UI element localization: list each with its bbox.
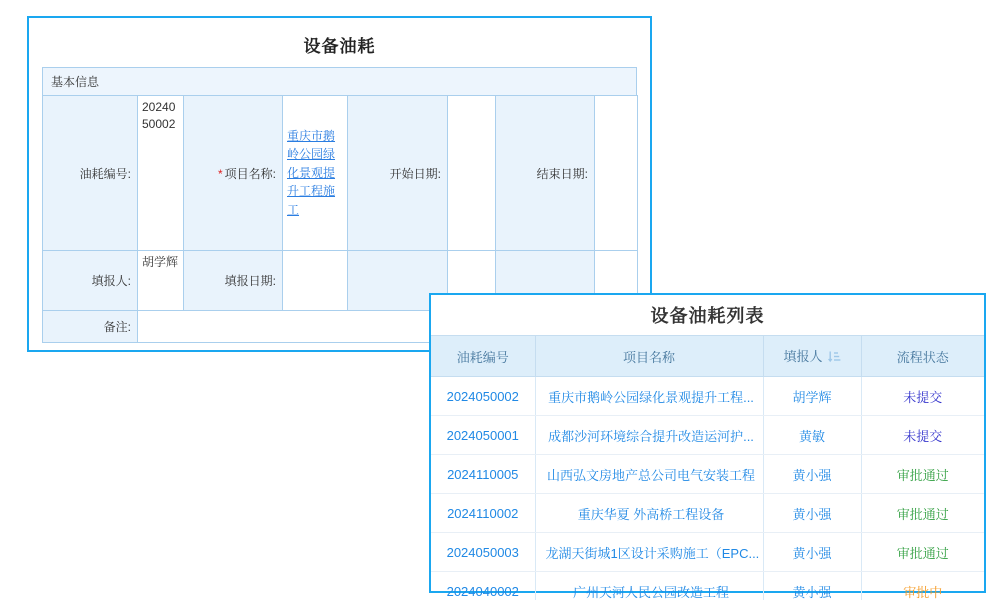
fill-date-label: 填报日期: [184, 251, 283, 311]
row-status: 审批通过 [861, 455, 984, 494]
table-row [431, 455, 984, 494]
fill-date-value [283, 251, 348, 311]
end-date-value [595, 96, 638, 251]
project-name-cell [283, 96, 348, 251]
column-header-project: 项目名称 [535, 336, 763, 377]
remark-label: 备注: [43, 311, 138, 343]
table-row [431, 377, 984, 416]
row-status: 审批通过 [861, 494, 984, 533]
row-code[interactable]: 2024040002 [431, 572, 535, 600]
fuel-code-value: 2024050002 [138, 96, 184, 251]
row-project[interactable]: 重庆市鹅岭公园绿化景观提升工程... [535, 377, 763, 416]
row-filler: 黄小强 [763, 533, 861, 572]
filler-value: 胡学辉 [138, 251, 184, 311]
row-code[interactable]: 2024050001 [431, 416, 535, 455]
fuel-list-body [431, 377, 984, 600]
column-header-status: 流程状态 [861, 336, 984, 377]
project-name-link[interactable]: 重庆市鹅岭公园绿化景观提升工程施工 [287, 128, 336, 217]
required-asterisk: * [217, 166, 223, 181]
table-row [431, 533, 984, 572]
sort-icon[interactable] [828, 350, 841, 366]
form-title: 设备油耗 [303, 37, 376, 56]
row-project[interactable]: 山西弘文房地产总公司电气安装工程 [535, 455, 763, 494]
basic-info-section-header: 基本信息 [42, 67, 637, 96]
filler-label: 填报人: [43, 251, 138, 311]
row-code[interactable]: 2024110002 [431, 494, 535, 533]
column-header-code: 油耗编号 [431, 336, 535, 377]
row-project[interactable]: 龙湖天街城1区设计采购施工（EPC... [535, 533, 763, 572]
row-project[interactable]: 重庆华夏 外高桥工程设备 [535, 494, 763, 533]
row-filler: 黄小强 [763, 455, 861, 494]
list-header-row [431, 336, 984, 377]
fuel-consumption-list-panel [429, 293, 986, 600]
table-row [431, 416, 984, 455]
start-date-label: 开始日期: [348, 96, 448, 251]
start-date-value [448, 96, 496, 251]
row-status: 未提交 [861, 377, 984, 416]
table-row [431, 494, 984, 533]
row-code[interactable]: 2024110005 [431, 455, 535, 494]
end-date-label: 结束日期: [496, 96, 595, 251]
row-code[interactable]: 2024050003 [431, 533, 535, 572]
list-title: 设备油耗列表 [650, 306, 765, 326]
row-status: 审批通过 [861, 533, 984, 572]
row-filler: 黄小强 [763, 572, 861, 600]
row-project[interactable]: 成都沙河环境综合提升改造运河护... [535, 416, 763, 455]
fuel-code-label: 油耗编号: [43, 96, 138, 251]
row-filler: 黄小强 [763, 494, 861, 533]
row-status: 审批中 [903, 584, 943, 600]
row-status: 未提交 [861, 416, 984, 455]
row-project[interactable]: 广州天河人民公园改造工程 [535, 572, 763, 600]
fuel-list-table [431, 335, 984, 600]
table-row [431, 572, 984, 600]
row-filler: 胡学辉 [763, 377, 861, 416]
row-filler: 黄敏 [763, 416, 861, 455]
project-name-label: * 项目名称: [184, 96, 283, 251]
column-header-filler[interactable]: 填报人 [763, 336, 861, 377]
row-code[interactable]: 2024050002 [431, 377, 535, 416]
